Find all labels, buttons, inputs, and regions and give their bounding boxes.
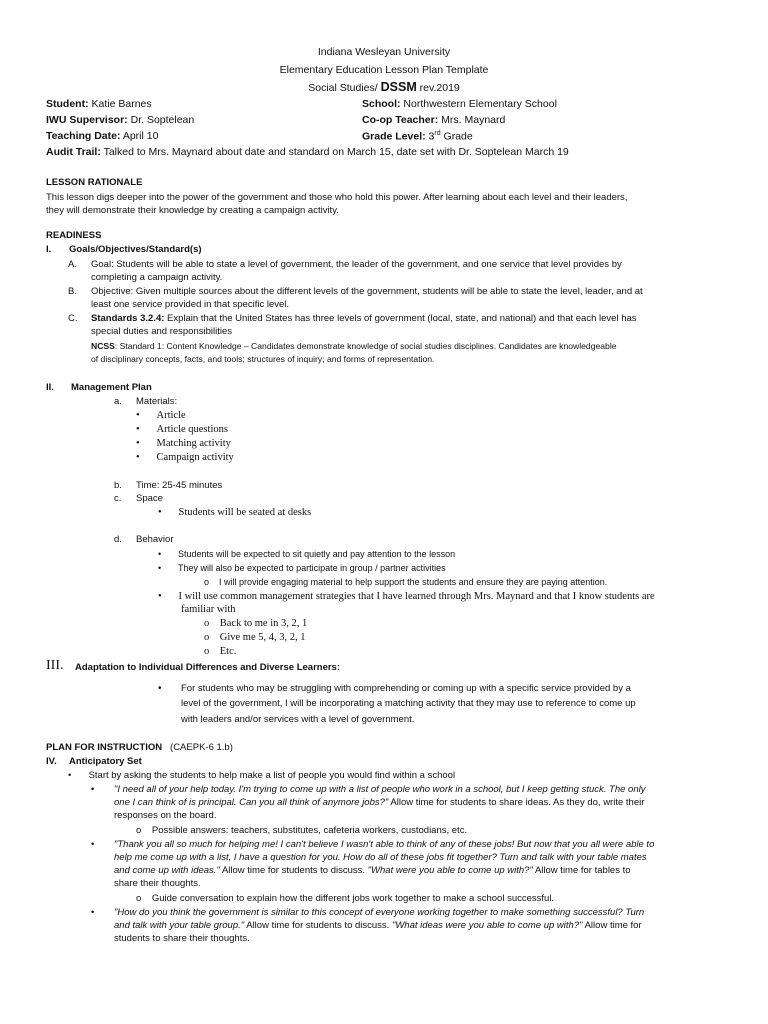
supervisor-row	[46, 114, 194, 126]
bullet-icon: •	[136, 424, 140, 435]
behavior-item-cont: familiar with	[181, 604, 236, 615]
header-university: Indiana Wesleyan University	[317, 46, 451, 58]
goals-heading: Goals/Objectives/Standard(s)	[69, 244, 202, 255]
q2-line-2	[114, 852, 647, 863]
supervisor-value: Dr. Soptelean	[130, 114, 195, 126]
grade-row	[362, 130, 473, 143]
q3-line-2-note-2: Allow time for	[582, 920, 642, 931]
material-item-label: Campaign activity	[156, 452, 234, 463]
anticipatory-num: IV.	[46, 756, 57, 767]
header-subject-suffix: rev.2019	[419, 82, 460, 94]
materials-label: Materials:	[136, 396, 178, 407]
rationale-line-1: This lesson digs deeper into the power of the government and those who hold this power. After learning about each level and their leaders,	[46, 192, 628, 203]
q3-line-3: students to share their thoughts.	[114, 933, 250, 944]
space-label: Space	[136, 493, 163, 504]
grade-value: 3	[428, 130, 435, 143]
behavior-subitem	[204, 618, 307, 629]
q3-bullet	[91, 907, 101, 918]
header-subject-bold: DSSM	[380, 80, 417, 94]
bullet-icon: •	[91, 907, 95, 918]
rationale-line-2: they will demonstrate their knowledge by creating a campaign activity.	[46, 205, 339, 216]
material-item-label: Article	[156, 410, 186, 421]
ncss-line-1	[91, 341, 617, 351]
q1-subitem	[136, 825, 467, 836]
audit-row	[46, 146, 569, 158]
q2-line-4: share their thoughts.	[114, 878, 201, 889]
audit-label: Audit Trail:	[46, 146, 101, 158]
behavior-subitem	[204, 646, 236, 657]
student-value: Katie Barnes	[91, 98, 152, 110]
behavior-item-label: Students will be expected to sit quietly and pay attention to the lesson	[178, 549, 456, 559]
q2-line-3-quote-2: "What were you able to come up with?"	[367, 865, 533, 876]
bullet-icon: •	[68, 770, 72, 781]
bullet-icon: •	[91, 784, 95, 795]
q2-subitem	[136, 893, 554, 904]
header-subject-prefix: Social Studies/	[308, 82, 378, 94]
student-label: Student:	[46, 98, 89, 110]
goal-b-line-1: Objective: Given multiple sources about the different levels of the government, students will be able to state the level, leader, and at	[91, 286, 643, 297]
q2-subitem-label: Guide conversation to explain how the different jobs work together to make a school successful.	[151, 893, 555, 904]
bullet-icon: •	[158, 563, 162, 573]
bullet-icon: •	[158, 683, 162, 694]
ncss-line-2: of disciplinary concepts, facts, and tools; structures of inquiry; and forms of representation.	[91, 354, 435, 364]
school-row	[362, 98, 557, 110]
behavior-item	[158, 563, 446, 573]
plan-heading: PLAN FOR INSTRUCTION	[46, 742, 163, 753]
q1-line-1	[114, 784, 646, 795]
bullet-icon: •	[136, 438, 140, 449]
goal-b-label: B.	[68, 286, 77, 297]
behavior-item-label: I will use common management strategies that I have learned through Mrs. Maynard and that I know students are	[178, 591, 655, 602]
q1-subitem-label: Possible answers: teachers, substitutes, cafeteria workers, custodians, etc.	[151, 825, 468, 836]
behavior-subitem	[204, 632, 306, 643]
adaptation-heading: Adaptation to Individual Differences and Diverse Learners:	[75, 662, 341, 673]
grade-label: Grade Level:	[362, 130, 426, 143]
behavior-item	[158, 549, 455, 559]
q1-line-2-note: Allow time for students to share ideas. As they do, write their	[388, 797, 645, 808]
q1-line-2	[114, 797, 644, 808]
goal-c-line-1	[91, 313, 637, 324]
ncss-text: : Standard 1: Content Knowledge – Candidates demonstrate knowledge of social studies disciplines. Candidates are knowledgeable	[114, 341, 617, 351]
space-item-label: Students will be seated at desks	[178, 507, 312, 518]
adaptation-line-3: with leaders and/or services with a level of government.	[181, 714, 415, 725]
material-item-label: Matching activity	[156, 438, 231, 449]
adaptation-line-1: For students who may be struggling with comprehending or coming up with a specific service provided by a	[181, 683, 631, 694]
material-item-label: Article questions	[156, 424, 228, 435]
q2-bullet	[91, 839, 101, 850]
behavior-subitem-label: Back to me in 3, 2, 1	[219, 618, 308, 629]
adaptation-bullet	[158, 683, 168, 694]
readiness-heading: READINESS	[46, 230, 102, 241]
goal-c-line-2: special duties and responsibilities	[91, 326, 232, 337]
behavior-subitem-label: Etc.	[219, 646, 237, 657]
management-heading: Management Plan	[71, 382, 152, 393]
behavior-item-label: They will also be expected to participate in group / partner activities	[178, 563, 446, 573]
supervisor-label: IWU Supervisor:	[46, 114, 128, 126]
time-letter: b.	[114, 480, 122, 491]
coop-value: Mrs. Maynard	[441, 114, 506, 126]
goal-a-line-2: completing a campaign activity.	[91, 272, 223, 283]
coop-row	[362, 114, 505, 126]
goal-c-label: C.	[68, 313, 78, 324]
circle-bullet-icon: o	[204, 632, 210, 643]
student-row	[46, 98, 152, 110]
anticipatory-heading: Anticipatory Set	[69, 756, 142, 767]
q1-line-2-quote: one I can think of is principal. Can you all think of anymore jobs?"	[114, 797, 389, 808]
bullet-icon: •	[136, 410, 140, 421]
q3-line-1-text: "How do you think the government is similar to this concept of everyone working together to make something successful? Turn	[114, 907, 645, 918]
q2-line-1-text: "Thank you all so much for helping me! I can't believe I wasn't able to think of any of these jobs! But now that you all were able to	[114, 839, 655, 850]
bullet-icon: •	[158, 549, 162, 559]
q3-line-2-quote: and talk with your table group."	[114, 920, 245, 931]
q1-line-3: responses on the board.	[114, 810, 217, 821]
goals-num: I.	[46, 244, 52, 255]
goal-a-label: A.	[68, 259, 77, 270]
grade-suffix: Grade	[443, 130, 473, 143]
behavior-label: Behavior	[136, 534, 174, 545]
coop-label: Co-op Teacher:	[362, 114, 439, 126]
standard-code: Standards 3.2.4:	[91, 313, 165, 324]
plan-code: (CAEPK-6 1.b)	[170, 742, 233, 753]
start-item	[68, 770, 455, 781]
audit-value: Talked to Mrs. Maynard about date and standard on March 15, date set with Dr. Soptelean March 19	[103, 146, 569, 158]
material-item	[136, 438, 231, 449]
space-item	[158, 507, 311, 518]
management-num: II.	[46, 382, 54, 393]
behavior-item	[158, 591, 655, 602]
q2-line-2-text: help me come up with a list, I have a question for you. How do all of these jobs fit together? Turn and talk with your table mates	[114, 852, 647, 863]
q1-line-1-text: "I need all of your help today. I'm trying to come up with a list of people who work in a school, but I keep getting stuck. The only	[114, 784, 646, 795]
bullet-icon: •	[136, 452, 140, 463]
q2-line-3	[114, 865, 631, 876]
q2-line-1	[114, 839, 654, 850]
behavior-subitem	[204, 577, 607, 587]
ncss-label: NCSS	[91, 341, 115, 351]
behavior-subitem-label: Give me 5, 4, 3, 2, 1	[219, 632, 306, 643]
q2-line-3-note: Allow time for students to discuss.	[219, 865, 368, 876]
q3-line-2	[114, 920, 642, 931]
bullet-icon: •	[158, 591, 162, 602]
materials-label-letter: a.	[114, 396, 122, 407]
start-item-label: Start by asking the students to help make a list of people you would find within a school	[88, 770, 456, 781]
behavior-subitem-label: I will provide engaging material to help support the students and ensure they are paying attention.	[219, 577, 608, 587]
header-template-title: Elementary Education Lesson Plan Template	[279, 64, 489, 76]
date-label: Teaching Date:	[46, 130, 121, 142]
circle-bullet-icon: o	[136, 893, 142, 904]
q1-bullet	[91, 784, 101, 795]
school-label: School:	[362, 98, 401, 110]
bullet-icon: •	[91, 839, 95, 850]
q3-line-1	[114, 907, 644, 918]
q3-line-2-note: Allow time for students to discuss.	[244, 920, 392, 931]
school-value: Northwestern Elementary School	[403, 98, 557, 110]
q3-line-2-quote-2: "What ideas were you able to come up with?"	[391, 920, 583, 931]
circle-bullet-icon: o	[136, 825, 142, 836]
date-value: April 10	[122, 130, 159, 142]
bullet-icon: •	[158, 507, 162, 518]
material-item	[136, 452, 234, 463]
time-label: Time: 25-45 minutes	[136, 480, 223, 491]
circle-bullet-icon: o	[204, 577, 210, 587]
q2-line-3-quote: and come up with ideas."	[114, 865, 220, 876]
standard-text: Explain that the United States has three levels of government (local, state, and national) and that each level has	[167, 313, 637, 324]
goal-b-line-2: least one service provided in that specific level.	[91, 299, 290, 310]
circle-bullet-icon: o	[204, 646, 210, 657]
date-row	[46, 130, 158, 142]
plan-heading-row	[46, 742, 233, 753]
goal-a-line-1: Goal: Students will be able to state a level of government, the leader of the government, and one service that level provides by	[91, 259, 622, 270]
space-letter: c.	[114, 493, 122, 504]
grade-sup: rd	[434, 130, 441, 137]
adaptation-num: III.	[46, 658, 64, 673]
adaptation-line-2: level of the government, I will be incorporating a matching activity that they may use to reference to come up	[181, 698, 636, 709]
circle-bullet-icon: o	[204, 618, 210, 629]
rationale-heading: LESSON RATIONALE	[46, 177, 143, 188]
material-item	[136, 424, 228, 435]
material-item	[136, 410, 186, 421]
behavior-letter: d.	[114, 534, 122, 545]
q2-line-3-note-2: Allow time for tables to	[532, 865, 631, 876]
header-subject	[0, 80, 768, 94]
